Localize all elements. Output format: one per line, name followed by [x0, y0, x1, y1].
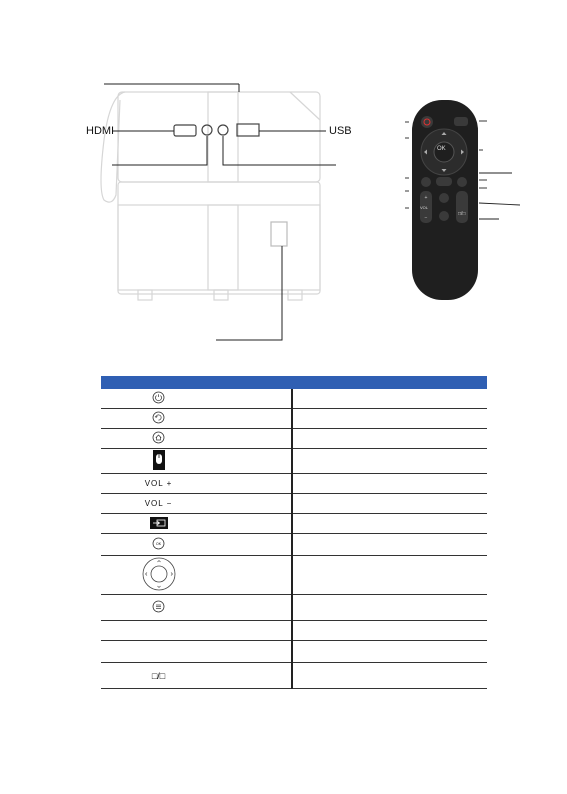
remote-ok-label: OK — [437, 146, 446, 152]
table-row — [101, 474, 487, 494]
table-row — [101, 556, 487, 595]
vol-up-icon: VOL + — [132, 474, 185, 494]
button-function-table — [101, 376, 487, 689]
table-row — [101, 389, 487, 409]
table-row — [101, 663, 487, 689]
svg-text:−: − — [424, 215, 428, 221]
table-row — [101, 494, 487, 514]
menu-icon — [152, 606, 165, 615]
table-row — [101, 449, 487, 474]
remote-mode-glyph: □/□ — [458, 211, 466, 217]
input-source-icon — [150, 522, 168, 531]
svg-text:OK: OK — [155, 542, 162, 546]
table-row — [101, 621, 487, 641]
remote-vol-label: VOL — [420, 205, 429, 210]
power-icon — [152, 397, 165, 406]
table-row — [101, 641, 487, 663]
usb-label: USB — [329, 125, 352, 137]
home-icon — [152, 437, 165, 446]
dpad-icon — [141, 585, 177, 594]
mode-icon: □/□ — [132, 663, 185, 689]
table-row — [101, 534, 487, 556]
mouse-icon — [153, 463, 165, 472]
table-row — [101, 595, 487, 621]
back-icon — [152, 417, 165, 426]
ok-icon — [152, 543, 165, 552]
hdmi-label: HDMI — [86, 125, 115, 137]
remote-control — [395, 95, 525, 305]
svg-text:+: + — [424, 195, 428, 201]
table-row — [101, 514, 487, 534]
table-row — [101, 429, 487, 449]
table-header-row — [101, 376, 487, 389]
vol-down-icon: VOL − — [132, 494, 185, 514]
table-row — [101, 409, 487, 429]
